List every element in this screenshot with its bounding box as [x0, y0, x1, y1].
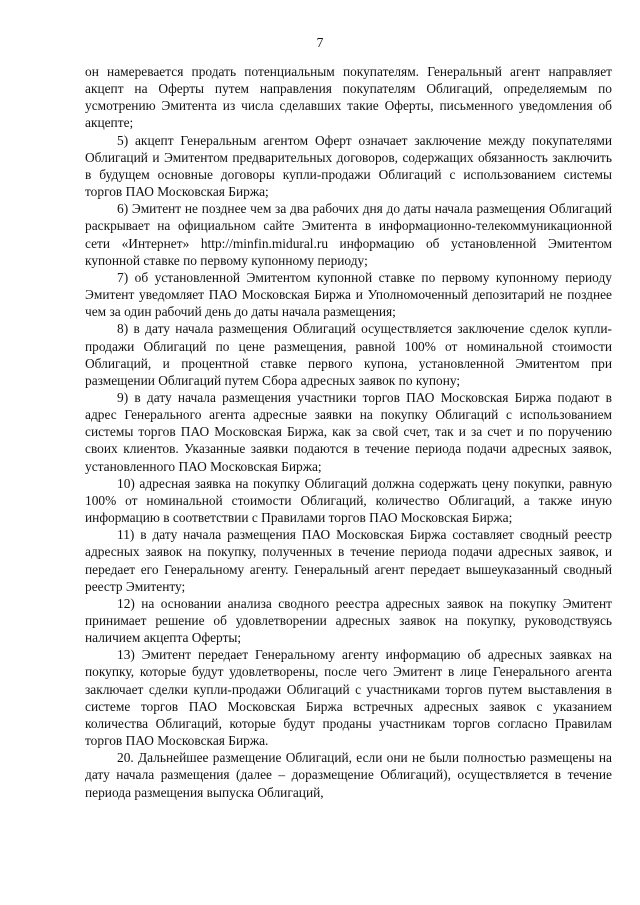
list-item-7: 7) об установленной Эмитентом купонной ставке по первому купонному периоду Эмитент уведомляет ПАО Московская Биржа и Уполномоченный депозитарий не позднее чем за один рабочий день до даты начала размещения; [85, 269, 612, 320]
list-item-12: 12) на основании анализа сводного реестра адресных заявок на покупку Эмитент принимает решение об удовлетворении адресных заявок на покупку, руководствуясь наличием акцепта Оферты; [85, 595, 612, 646]
section-20-paragraph: 20. Дальнейшее размещение Облигаций, если они не были полностью размещены на дату начала размещения (далее – доразмещение Облигаций), осуществляется в течение периода размещения выпуска Облигаций, [85, 750, 612, 800]
list-item-6: 6) Эмитент не позднее чем за два рабочих дня до даты начала размещения Облигаций раскрывает на официальном сайте Эмитента в информационно-телекоммуникационной сети «Интернет» http://minfin.midural.ru информацию об установленной Эмитентом купонной ставке по первому купонному периоду; [85, 201, 612, 268]
list-item-13: 13) Эмитент передает Генеральному агенту информацию об адресных заявках на покупку, которые будут удовлетворены, после чего Эмитент в лице Генерального агента заключает сделки купли-продажи Облигаций с участниками торгов путем выставления в системе торгов ПАО Московская Биржа встречных адресных заявок с указанием количества Облигаций, которые будут проданы участникам торгов согласно Правилам торгов ПАО Московская Биржа. [85, 647, 612, 749]
document-body [85, 63, 612, 801]
list-item-10: 10) адресная заявка на покупку Облигаций должна содержать цену покупки, равную 100% от номинальной стоимости Облигаций, количество Облигаций, а также иную информацию в соответствии с Правилами торгов ПАО Московская Биржа; [85, 475, 612, 526]
page-number: 7 [316, 35, 324, 50]
list-item-11: 11) в дату начала размещения ПАО Московская Биржа составляет сводный реестр адресных заявок на покупку, полученных в течение периода подачи адресных заявок, и передает его Генеральному агенту. Генеральный агент передает вышеуказанный сводный реестр Эмитенту; [85, 527, 612, 594]
list-item-8: 8) в дату начала размещения Облигаций осуществляется заключение сделок купли-продажи Облигаций по цене размещения, равной 100% от номинальной стоимости Облигаций, и процентной ставке первого купона, установленной Эмитентом при размещении Облигаций путем Сбора адресных заявок по купону; [85, 321, 612, 388]
list-item-9: 9) в дату начала размещения участники торгов ПАО Московская Биржа подают в адрес Генерального агента адресные заявки на покупку Облигаций с использованием системы торгов ПАО Московская Биржа, как за свой счет, так и за счет и по поручению своих клиентов. Указанные заявки подаются в течение периода подачи адресных заявок, установленного ПАО Московская Биржа; [85, 389, 612, 474]
paragraph-continuation: он намеревается продать потенциальным покупателям. Генеральный агент направляет акцепт на Оферты путем направления покупателям Облигаций, определяемым по усмотрению Эмитента из числа сделавших такие Оферты, письменного уведомления об акцепте; [85, 64, 612, 131]
list-item-5: 5) акцепт Генеральным агентом Оферт означает заключение между покупателями Облигаций и Эмитентом предварительных договоров, содержащих обязанность заключить в будущем основные договоры купли-продажи Облигаций с использованием системы торгов ПАО Московская Биржа; [85, 132, 612, 200]
